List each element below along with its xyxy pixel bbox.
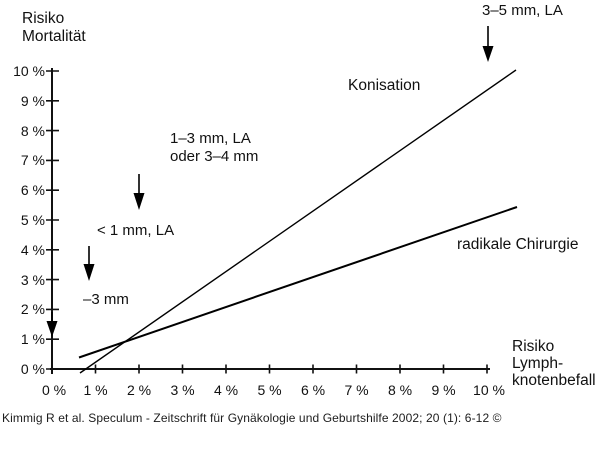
annotation-1-3mm-line2: oder 3–4 mm (170, 148, 259, 165)
annotation-1-3mm-line1: 1–3 mm, LA (170, 130, 251, 147)
y-tick-label: 4 % (20, 242, 45, 258)
down-arrow-icon (84, 246, 95, 281)
x-axis-title-line2: Lymph- (512, 355, 564, 372)
y-tick-label: 7 % (20, 152, 45, 168)
x-axis-title (512, 338, 596, 389)
x-tick-label: 10 % (473, 382, 505, 398)
x-axis-title-line3: knotenbefall (512, 372, 596, 389)
konisation-series-label: Konisation (348, 77, 421, 94)
down-arrow-icon (483, 26, 494, 62)
y-axis-title-line1: Risiko (22, 10, 65, 27)
annotation-minus-3mm: –3 mm (83, 291, 129, 308)
x-tick-label: 9 % (431, 382, 456, 398)
annotation-1-3mm (170, 130, 258, 166)
y-tick-label: 5 % (20, 212, 45, 228)
y-tick-label: 10 % (13, 63, 45, 79)
x-axis-title-line1: Risiko (512, 338, 555, 355)
source-citation: Kimmig R et al. Speculum - Zeitschrift für Gynäkologie und Geburtshilfe 2002; 20 (1): 6-12 © (2, 411, 502, 425)
y-tick-label: 9 % (20, 93, 45, 109)
x-tick-label: 8 % (387, 382, 413, 398)
y-tick-label: 8 % (20, 123, 45, 139)
y-axis-title (22, 10, 86, 46)
down-arrow-icon (47, 312, 58, 337)
x-tick-label: 0 % (41, 382, 67, 398)
y-tick-label: 0 % (20, 361, 45, 377)
y-tick-label: 1 % (20, 331, 45, 347)
annotation-3-5mm: 3–5 mm, LA (482, 2, 563, 19)
x-tick-label: 1 % (83, 382, 108, 398)
x-tick-label: 3 % (170, 382, 195, 398)
y-tick-label: 3 % (20, 272, 45, 288)
y-axis-title-line2: Mortalität (22, 28, 86, 45)
annotation-lt-1mm: < 1 mm, LA (97, 222, 175, 239)
down-arrow-icon (134, 174, 145, 210)
x-tick-label: 2 % (126, 382, 152, 398)
x-tick-label: 5 % (257, 382, 282, 398)
y-tick-label: 2 % (20, 301, 45, 317)
x-tick-label: 4 % (213, 382, 239, 398)
radikale-chirurgie-series-label: radikale Chirurgie (457, 236, 579, 253)
x-tick-label: 6 % (300, 382, 326, 398)
x-tick-label: 7 % (344, 382, 369, 398)
y-tick-label: 6 % (20, 182, 45, 198)
